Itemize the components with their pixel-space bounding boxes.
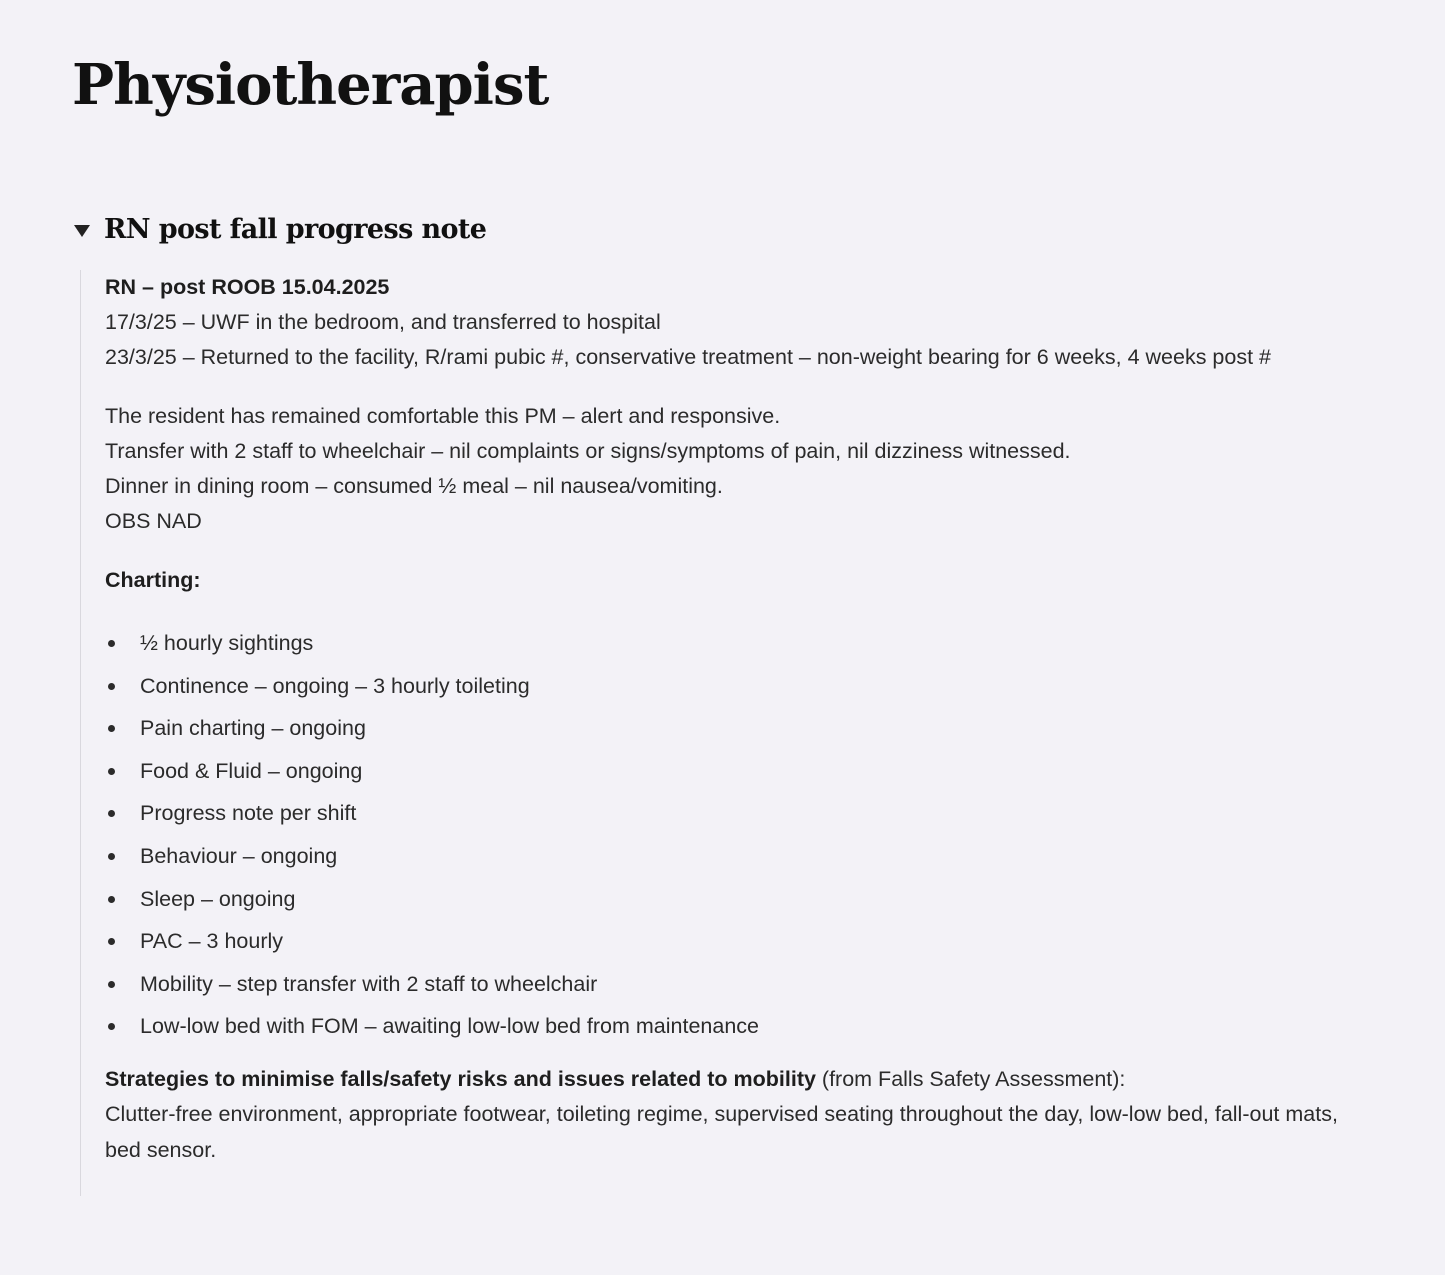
observation-line: Transfer with 2 staff to wheelchair – nil complaints or signs/symptoms of pain, nil dizziness witnessed.	[105, 439, 1071, 463]
list-item-text: Pain charting – ongoing	[140, 716, 366, 741]
list-item	[105, 750, 1370, 793]
list-item	[105, 1005, 1370, 1048]
list-item	[105, 622, 1370, 665]
charting-list	[105, 622, 1370, 1048]
charting-label: Charting:	[105, 568, 201, 592]
bullet-dot-icon	[108, 768, 115, 775]
bullet-dot-icon	[108, 683, 115, 690]
list-item-text: Mobility – step transfer with 2 staff to wheelchair	[140, 971, 598, 996]
progress-note-body	[80, 270, 1370, 1196]
strategies-text: Clutter-free environment, appropriate footwear, toileting regime, supervised seating throughout the day, low-low bed, fall-out mats, bed sensor.	[105, 1102, 1338, 1162]
list-item	[105, 920, 1370, 963]
strategies-source: (from Falls Safety Assessment):	[815, 1066, 1126, 1091]
list-item	[105, 963, 1370, 1006]
triangle-down-icon	[74, 225, 90, 237]
list-item-text: Sleep – ongoing	[140, 886, 296, 911]
bullet-dot-icon	[108, 981, 115, 988]
observations-block	[105, 399, 1370, 539]
bullet-dot-icon	[108, 640, 115, 647]
list-item-text: Food & Fluid – ongoing	[140, 758, 363, 783]
list-item-text: Progress note per shift	[140, 801, 357, 826]
strategies-block	[105, 1062, 1355, 1169]
list-item-text: Continence – ongoing – 3 hourly toileting	[140, 673, 530, 698]
progress-note-toggle[interactable]	[74, 214, 486, 245]
list-item	[105, 792, 1370, 835]
bullet-dot-icon	[108, 938, 115, 945]
observation-line: Dinner in dining room – consumed ½ meal – nil nausea/vomiting.	[105, 474, 723, 498]
charting-label-block	[105, 563, 1370, 598]
strategies-label: Strategies to minimise falls/safety risks and issues related to mobility	[105, 1066, 816, 1091]
list-item-text: ½ hourly sightings	[140, 631, 314, 655]
list-item	[105, 665, 1370, 708]
list-item-text: Low-low bed with FOM – awaiting low-low bed from maintenance	[140, 1014, 759, 1039]
list-item-text: PAC – 3 hourly	[140, 929, 284, 954]
list-item	[105, 835, 1370, 878]
list-item	[105, 707, 1370, 750]
history-line: 17/3/25 – UWF in the bedroom, and transferred to hospital	[105, 310, 661, 334]
bullet-dot-icon	[108, 853, 115, 860]
section-title: RN post fall progress note	[104, 214, 487, 245]
bullet-dot-icon	[108, 810, 115, 817]
bullet-dot-icon	[108, 725, 115, 732]
list-item-text: Behaviour – ongoing	[140, 843, 338, 868]
history-line: 23/3/25 – Returned to the facility, R/rami pubic #, conservative treatment – non-weight bearing for 6 weeks, 4 weeks post #	[105, 345, 1271, 369]
list-item	[105, 878, 1370, 921]
observation-line: OBS NAD	[105, 509, 202, 533]
page-title: Physiotherapist	[72, 52, 549, 118]
note-heading: RN – post ROOB 15.04.2025	[105, 275, 390, 299]
bullet-dot-icon	[108, 896, 115, 903]
bullet-dot-icon	[108, 1023, 115, 1030]
observation-line: The resident has remained comfortable this PM – alert and responsive.	[105, 404, 781, 428]
history-block	[105, 270, 1370, 375]
